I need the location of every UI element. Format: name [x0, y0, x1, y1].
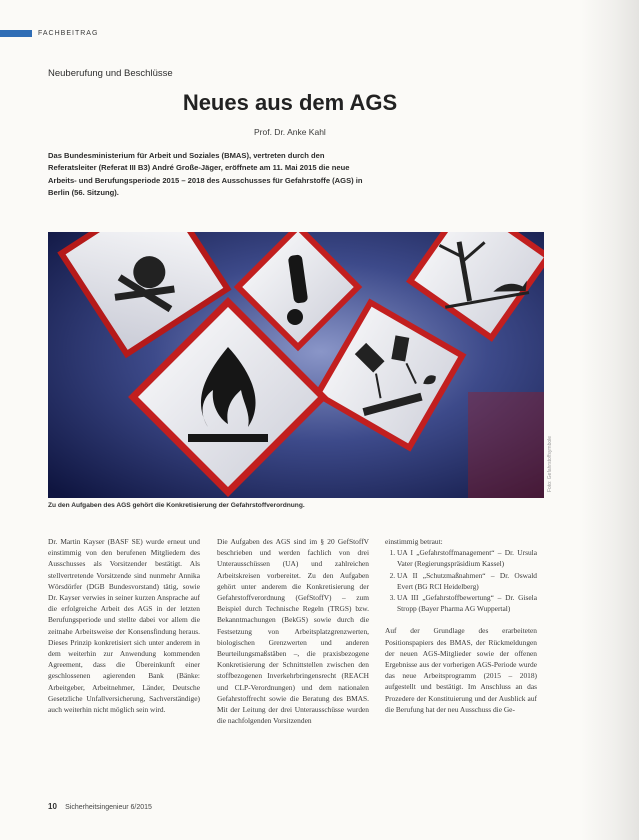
body-column-3: [385, 536, 537, 715]
list-item: 1. UA I „Gefahrstoffmanagement“ – Dr. Ursula Vater (Regierungspräsidium Kassel): [397, 547, 537, 569]
paragraph: Auf der Grundlage des erarbeiteten Positionspapiers des BMAS, der Rückmeldungen der neuen AGS-Mitglieder sowie der offenen Ergebnisse aus der vorherigen AGS-Periode wurde das neue Arbeitsprogramm (2015 – 2018) aufgestellt und bestätigt. Im Anschluss an das Prozedere der Konstituierung und der Ausblick auf die Berufung hat der neu Ausschuss die Ge-: [385, 626, 537, 714]
paragraph: Die Aufgaben des AGS sind im § 20 GefStoffV beschrieben und werden fachlich von drei Unterausschüssen (UA) und zahlreichen Arbeitskreisen vorbereitet. Zu den Aufgaben gehört unter anderem die Konkretisierung der Gefahrstoffverordnung (GefStoffV) – zum Beispiel durch Technische Regeln (TRGS) bzw. Bekanntmachungen (BekGS) sowie durch die Festsetzung von Arbeitsplatzgrenzwerten, biologischen Grenzwerten und anderen Beurteilungsmaßstäben –, die praxisbezogene Konkretisierung der Schnittstellen zwischen den stoffbezogenen Inverkehrbringensrecht (REACH und CLP-Verordnungen) und dem nationalen Gefahrstoffrecht sowie die Beratung des BMAS. Mit der Leitung der drei Unterausschüsse wurden die nachfolgenden Vorsitzenden: [217, 537, 369, 726]
subcommittee-list: [385, 547, 537, 614]
page-footer: [48, 802, 152, 811]
photo-caption: Zu den Aufgaben des AGS gehört die Konkretisierung der Gefahrstoffverordnung.: [48, 502, 305, 509]
rubric-color-bar: [0, 30, 32, 37]
body-column-1: [48, 536, 200, 715]
paragraph: einstimmig betraut:: [385, 537, 443, 546]
hazard-symbols-photo: [48, 232, 544, 498]
magazine-name: Sicherheitsingenieur 6/2015: [65, 804, 152, 811]
rubric-label: FACHBEITRAG: [38, 29, 99, 37]
lead-paragraph: Das Bundesministerium für Arbeit und Soziales (BMAS), vertreten durch den Referatsleiter (Referat III B3) André Große-Jäger, eröffnete am 11. Mai 2015 die neue Arbeits- und Berufungsperiode 2015 – 2018 des Ausschusses für Gefahrstoffe (AGS) in Berlin (56. Sitzung).: [48, 151, 363, 198]
author: Prof. Dr. Anke Kahl: [254, 127, 326, 137]
list-item: 2. UA II „Schutzmaßnahmen“ – Dr. Oswald Evert (BG RCI Heidelberg): [397, 570, 537, 592]
kicker: Neuberufung und Beschlüsse: [48, 68, 173, 79]
body-column-2: [217, 536, 369, 726]
page-number: 10: [48, 802, 57, 811]
page-edge-shadow: [581, 0, 639, 840]
headline: Neues aus dem AGS: [182, 90, 398, 115]
rubric: [0, 28, 98, 38]
photo-credit: Foto: Gefahrstoffsymbole: [547, 435, 553, 492]
list-item: 3. UA III „Gefahrstoffbewertung“ – Dr. Gisela Stropp (Bayer Pharma AG Wuppertal): [397, 592, 537, 614]
paragraph: Dr. Martin Kayser (BASF SE) wurde erneut und einstimmig von den berufenen Mitgliedern des Ausschusses als Vorsitzender bestätigt. Als stellvertretende Vorsitzende sind nunmehr Annika Wörsdörfer (DGB Bundesvorstand) tätig, sowie Dr. Kayser verwies in seiner kurzen Ansprache auf die erfolgreiche Arbeit des AGS in der letzten Berufungsperiode und stellte dabei vor allem die zeitnahe Arbeitsweise der Konsensfindung heraus. Dieses Prinzip konkretisiert sich unter anderem in dem weiterhin zur Anwendung kommenden Agreement, dass die Übereinkunft einer geschlossenen agierenden Bank (Bänke: Arbeitgeber, Arbeitnehmer, Länder, Deutsche Gesetzliche Unfallversicherung, Sachverständige) auch weiterhin nicht möglich sein wird.: [48, 537, 200, 715]
